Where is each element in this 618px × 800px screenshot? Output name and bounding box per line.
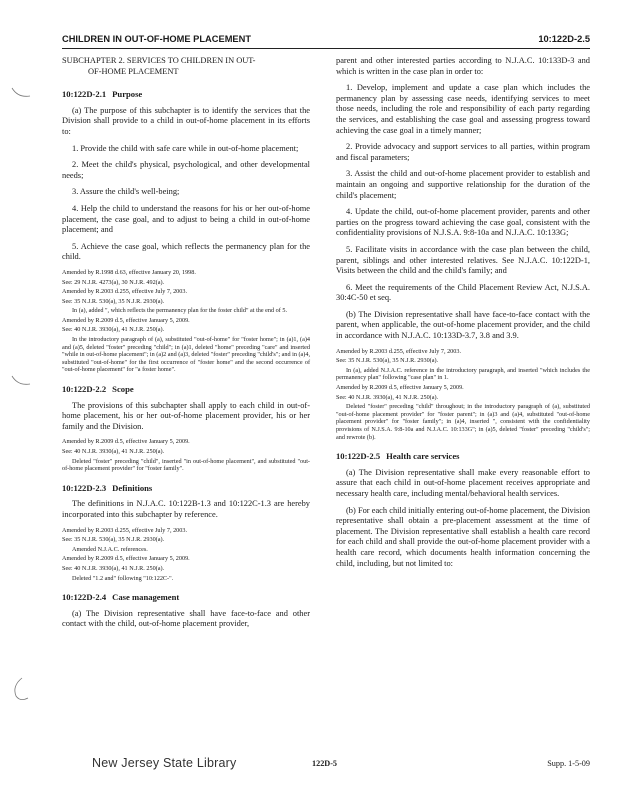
list-item: 1. Develop, implement and update a case plan which includes the permanency plan by assessing case needs, identifying services to meet those needs, including the role and responsibility of each party regarding the services, and establishing the case goal and assessing progress toward achieving the case goal in a timely manner; xyxy=(336,83,590,135)
section-heading-2-1: 10:122D-2.1 Purpose xyxy=(62,89,143,100)
history-note: Amended N.J.A.C. references. xyxy=(72,545,148,553)
paragraph: The provisions of this subchapter shall apply to each child in out-of-home placement, his or her out-of-home placement provider, his or her family and the Division. xyxy=(62,400,310,431)
history-note: See: 40 N.J.R. 3930(a), 41 N.J.R. 250(a). xyxy=(62,564,165,572)
history-note: See: 29 N.J.R. 4273(a), 30 N.J.R. 492(a). xyxy=(62,278,165,286)
page-footer xyxy=(62,756,590,774)
header-section-number: 10:122D-2.5 xyxy=(538,34,590,44)
history-note: In (a), added ", which reflects the permanency plan for the foster child" at the end of 5. xyxy=(72,307,287,315)
paragraph: (a) The purpose of this subchapter is to identify the services that the Division shall provide to a child in out-of-home placement in its efforts to: xyxy=(62,105,310,136)
list-item: 4. Update the child, out-of-home placement provider, parents and other parties on the progress toward achieving the case goal, consistent with the confidentiality provisions of N.J.S.A. 9:8-10a and N.J.A.C. 10:133G; xyxy=(336,207,590,238)
history-note: In (a), added N.J.A.C. reference in the introductory paragraph, and inserted "which includes the permanency plan" following "case plan" in 1. xyxy=(336,366,590,382)
history-note: Amended by R.2009 d.5, effective January 5, 2009. xyxy=(62,555,190,563)
section-heading-2-3: 10:122D-2.3 Definitions xyxy=(62,482,153,493)
paragraph: (b) For each child initially entering out-of-home placement, the Division representative shall obtain a pre-placement assessment at the time of placement. The Division representative shall establish a health care record for each child and shall provide the out-of-home placement provider with a health care record, which documents health information concerning the child, including, but not limited to: xyxy=(336,505,590,568)
list-item: 3. Assist the child and out-of-home placement provider to establish and maintain an ongoing and supportive relationship for the duration of the child's placement; xyxy=(336,169,590,200)
paragraph: The definitions in N.J.A.C. 10:122B-1.3 and 10:122C-1.3 are hereby incorporated into this subchapter by reference. xyxy=(62,499,310,519)
margin-mark xyxy=(10,84,32,100)
history-note: Amended by R.2003 d.255, effective July 7, 2003. xyxy=(62,288,187,296)
right-column xyxy=(336,56,590,575)
paragraph: (b) The Division representative shall have face-to-face contact with the parent, when applicable, the out-of-home placement provider, and the child in accordance with N.J.A.C. 10:133D-3.7, 3.8 and 3.9. xyxy=(336,309,590,341)
list-item: 3. Assure the child's well-being; xyxy=(72,187,180,197)
page-number: 122D-5 xyxy=(312,759,338,768)
history-note: Deleted "foster" preceding "child", inserted "in out-of-home placement", and substituted "out-of-home placement provider" for "foster family". xyxy=(62,457,310,473)
history-note: See: 35 N.J.R. 530(a), 35 N.J.R. 2930(a). xyxy=(62,536,165,544)
list-item: 1. Provide the child with safe care while in out-of-home placement; xyxy=(72,143,299,153)
history-note: Amended by R.2009 d.5, effective January 5, 2009. xyxy=(62,316,190,324)
list-item: 2. Provide advocacy and support services to all parties, within program and fiscal parameters; xyxy=(336,142,590,162)
list-item: 6. Meet the requirements of the Child Placement Review Act, N.J.S.A. 30:4C-50 et seq. xyxy=(336,282,590,303)
library-watermark: New Jersey State Library xyxy=(92,756,237,770)
history-note: Amended by R.2009 d.5, effective January 5, 2009. xyxy=(62,438,190,446)
list-item: 5. Achieve the case goal, which reflects the permanency plan for the child. xyxy=(62,241,310,262)
section-heading-2-5: 10:122D-2.5 Health care services xyxy=(336,451,460,462)
section-heading-2-4: 10:122D-2.4 Case management xyxy=(62,592,180,603)
history-note: See: 40 N.J.R. 3930(a), 41 N.J.R. 250(a). xyxy=(336,393,439,401)
history-note: See: 40 N.J.R. 3930(a), 41 N.J.R. 250(a). xyxy=(62,326,165,334)
subchapter-heading: SUBCHAPTER 2. SERVICES TO CHILDREN IN OUT- OF-HOME PLACEMENT xyxy=(62,56,256,76)
paragraph-continued: parent and other interested parties according to N.J.A.C. 10:133D-3 and which is written in the case plan in order to: xyxy=(336,56,590,76)
history-note: See: 40 N.J.R. 3930(a), 41 N.J.R. 250(a). xyxy=(62,448,165,455)
history-note: See: 35 N.J.R. 530(a), 35 N.J.R. 2930(a). xyxy=(62,297,165,305)
paragraph: (a) The Division representative shall have face-to-face and other contact with the child, out-of-home placement provider, xyxy=(62,608,310,629)
history-note: Amended by R.2003 d.255, effective July 7, 2003. xyxy=(62,526,187,534)
history-note: Deleted "1.2 and" following "10:122C-". xyxy=(72,574,174,582)
history-note: Deleted "foster" preceding "child" throughout; in the introductory paragraph of (a), substituted "out-of-home placement provider" for "foster parent"; in (a)3 and (a)4, substituted "out-of-home placement provider" for "foster family"; in (a)4, inserted ", consistent with the confidentiality provisions of N.J.S.A. 9:8-10a and N.J.A.C. 10:133G"; in (a)5, deleted "foster" preceding "child's"; and rewrote (b). xyxy=(336,403,590,441)
left-column xyxy=(62,56,310,636)
history-note: Amended by R.1998 d.63, effective January 20, 1998. xyxy=(62,268,196,276)
paragraph: (a) The Division representative shall make every reasonable effort to assure that each child in out-of-home placement receives appropriate and necessary health care, including mental/behavioral health services. xyxy=(336,467,590,498)
list-item: 4. Help the child to understand the reasons for his or her out-of-home placement, the case goal, and to adjust to being a child in out-of-home placement; and xyxy=(62,203,310,235)
header-chapter-title: CHILDREN IN OUT-OF-HOME PLACEMENT xyxy=(62,34,252,44)
margin-mark xyxy=(10,676,32,704)
margin-mark xyxy=(10,372,32,388)
history-note: In the introductory paragraph of (a), substituted "out-of-home" for "foster home"; in (a)1, (a)4 and (a)5, deleted "foster" preceding "child"; in (a)1, deleted "home" preceding "care" and inserted "while in out-of-home placement"; in (a)2 and (a)3, deleted "foster" preceding "child's"; and in (a)4, substituted "out-of-home" for the first occurrence of "foster home" and the second occurrence of "out-of-home placement" for "a foster home". xyxy=(62,336,310,374)
history-note: See: 35 N.J.R. 530(a), 35 N.J.R. 2930(a). xyxy=(336,357,439,365)
list-item: 5. Facilitate visits in accordance with the case plan between the child, parent, siblings and other interested relatives. See N.J.A.C. 10:122D-1, Visits between the child and the child's family; and xyxy=(336,244,590,276)
running-header xyxy=(62,32,590,49)
list-item: 2. Meet the child's physical, psychological, and other developmental needs; xyxy=(62,160,310,180)
history-note: Amended by R.2003 d.255, effective July 7, 2003. xyxy=(336,347,461,355)
supplement-date: Supp. 1-5-09 xyxy=(547,759,590,768)
history-note: Amended by R.2009 d.5, effective January 5, 2009. xyxy=(336,384,464,392)
section-heading-2-2: 10:122D-2.2 Scope xyxy=(62,384,134,395)
